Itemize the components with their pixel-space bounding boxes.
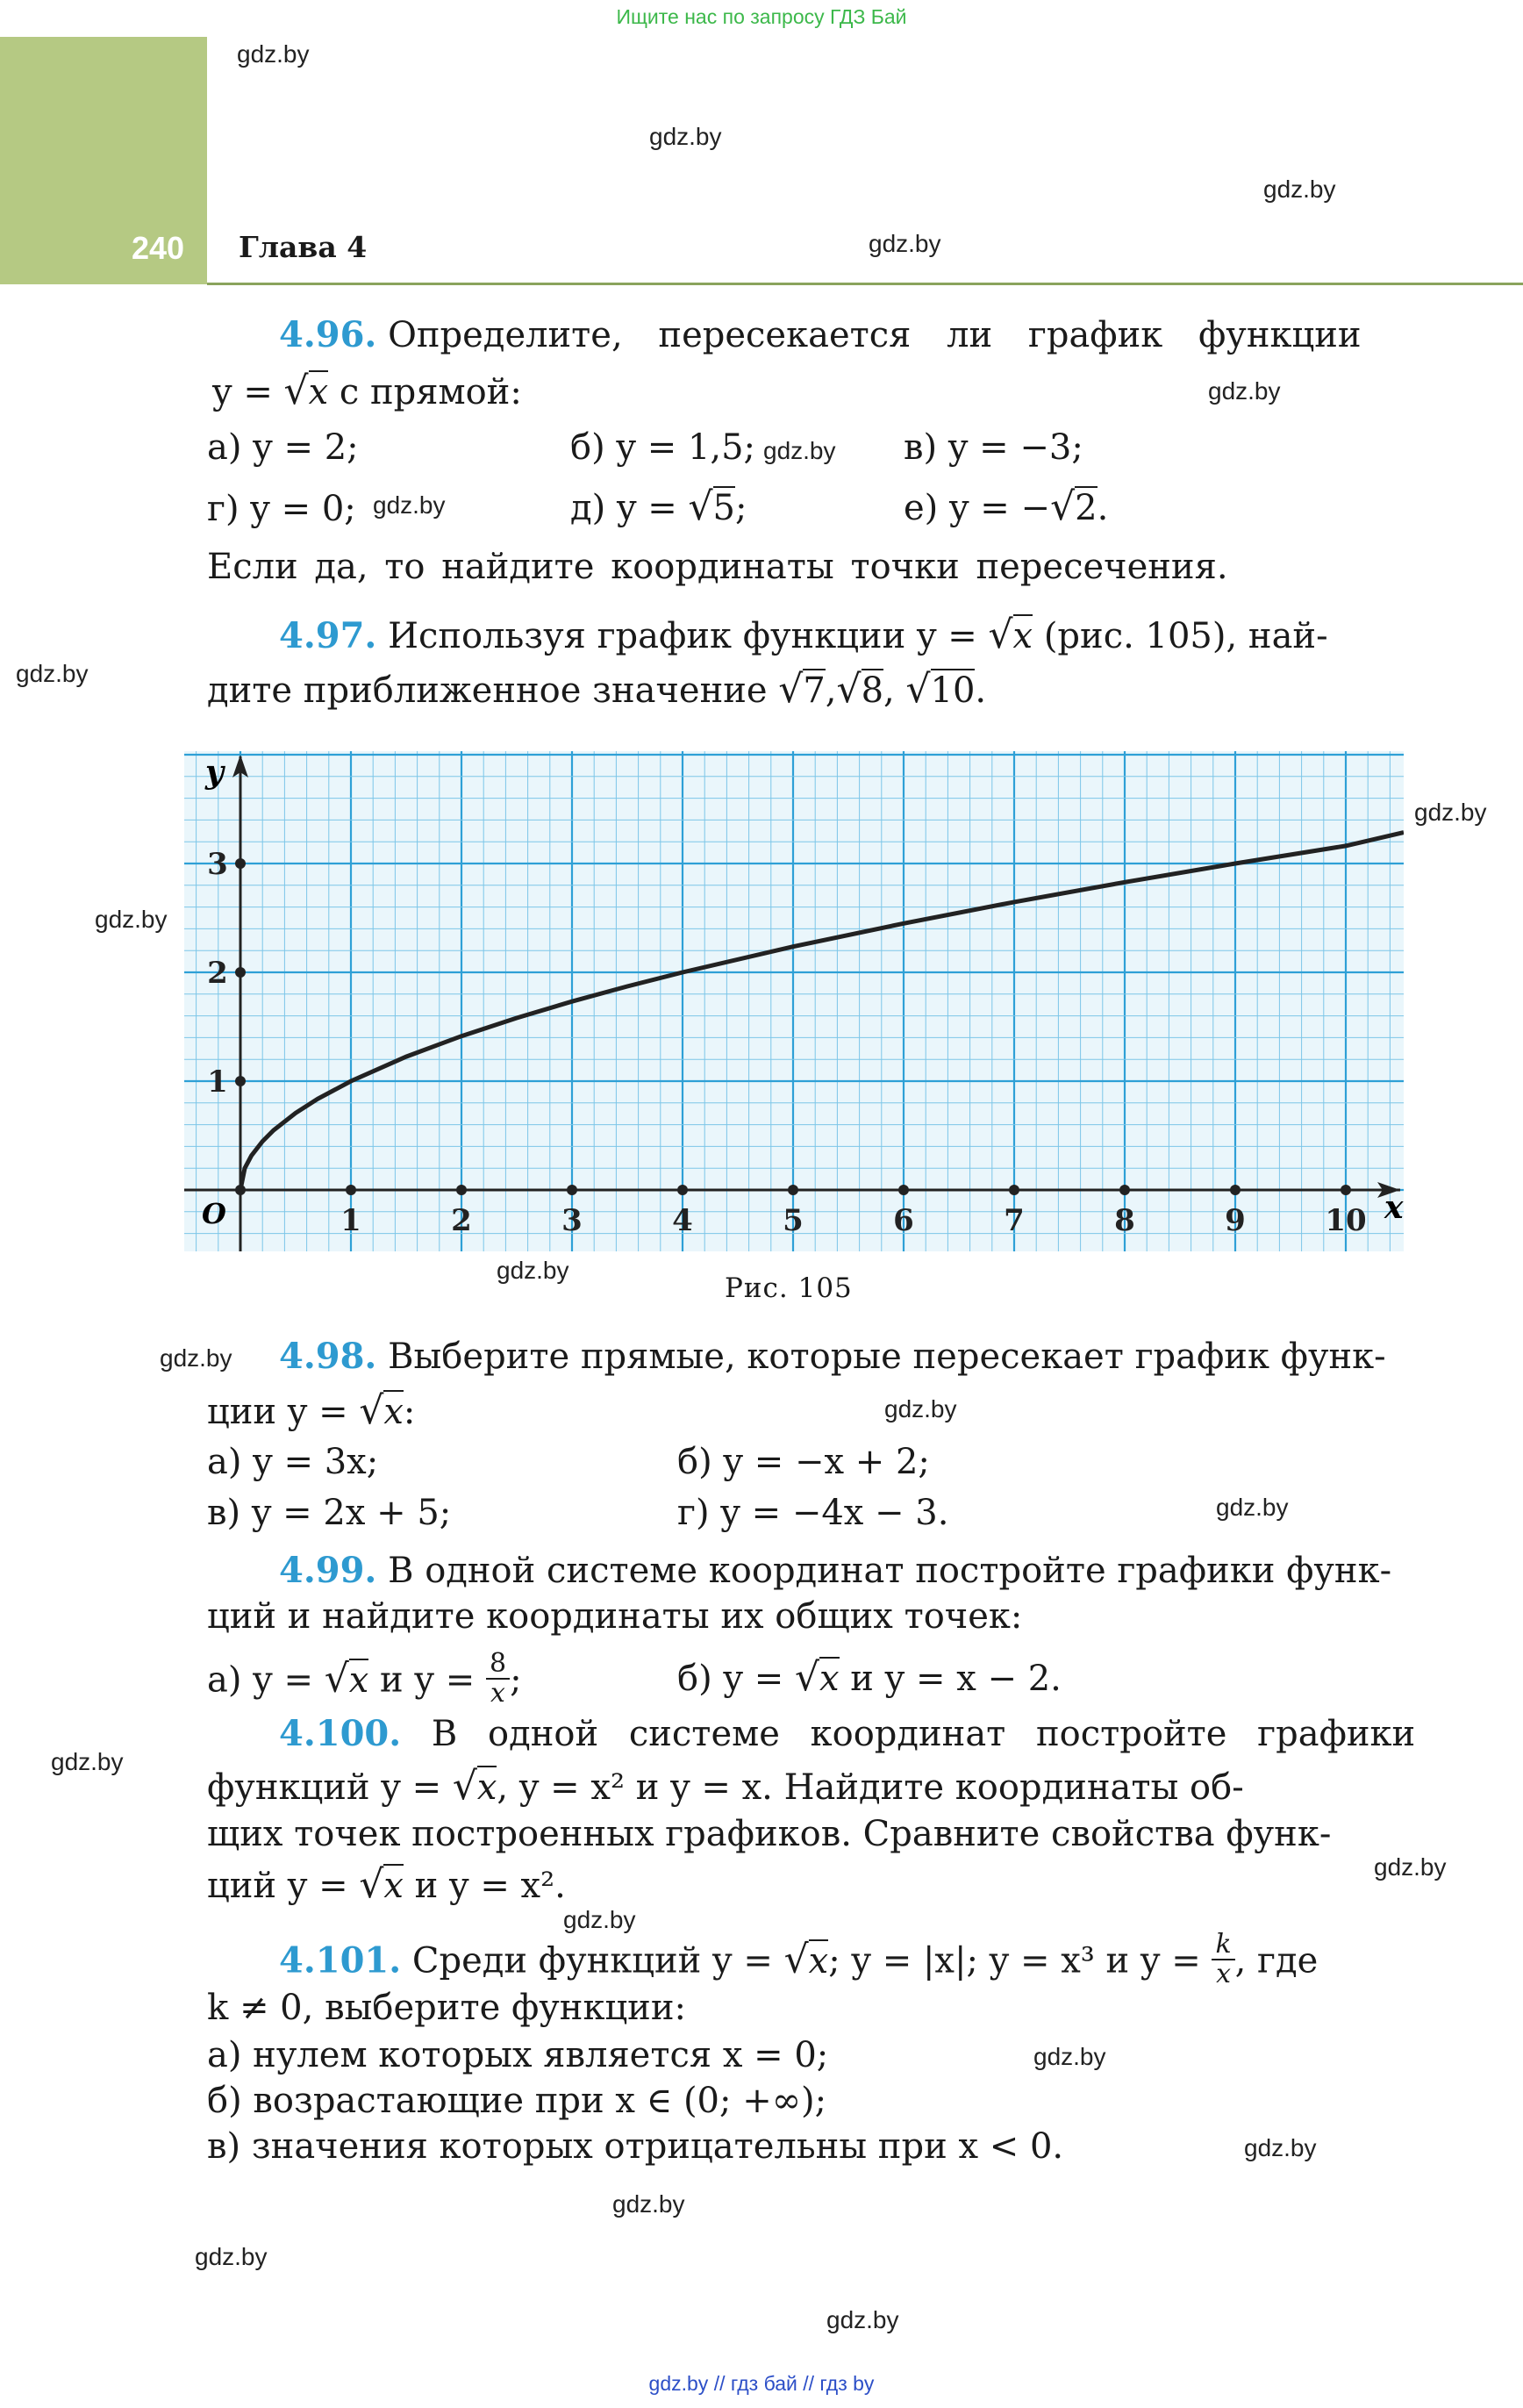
watermark: gdz.by xyxy=(612,2190,685,2218)
formula-text: : xyxy=(403,1392,416,1432)
radicand: x xyxy=(383,1866,404,1906)
problem-4-96-last: Если да, то найдите координаты точки пересечения. xyxy=(207,547,1228,587)
watermark: gdz.by xyxy=(869,230,941,257)
problem-number: 4.100. xyxy=(279,1713,402,1754)
formula-text: y = xyxy=(212,372,284,412)
radicand: 2 xyxy=(1075,488,1098,528)
watermark: gdz.by xyxy=(884,1395,957,1423)
x-tick-label: 9 xyxy=(1225,1203,1246,1238)
watermark: gdz.by xyxy=(373,491,446,519)
problem-number: 4.99. xyxy=(279,1550,377,1591)
formula-text: б) y = xyxy=(677,1659,795,1699)
problem-4-97-line1: 4.97. Используя график функции y = √x (рис. 105), най- xyxy=(279,613,1328,657)
fraction-denominator: x xyxy=(490,1677,505,1709)
x-tick-dot xyxy=(1230,1185,1241,1195)
x-tick-label: 4 xyxy=(672,1203,693,1238)
problem-text: Среди функций y = xyxy=(411,1940,784,1982)
option-d: д) y = √5; xyxy=(570,484,747,529)
watermark: gdz.by xyxy=(1263,176,1336,203)
formula-text: д) y = xyxy=(570,488,689,528)
problem-text: ций y = xyxy=(207,1866,360,1906)
formula-text: и y = x − 2. xyxy=(839,1659,1062,1699)
problem-text: , y = x² и y = x. Найдите координаты об- xyxy=(497,1767,1244,1808)
watermark: gdz.by xyxy=(1208,377,1281,405)
radicand: x xyxy=(819,1659,840,1699)
problem-number: 4.101. xyxy=(279,1939,402,1982)
x-tick-dot xyxy=(567,1185,577,1195)
problem-number: 4.96. xyxy=(279,314,377,355)
x-tick-dot xyxy=(1009,1185,1019,1195)
origin-dot xyxy=(235,1185,246,1195)
x-tick-dot xyxy=(1341,1185,1351,1195)
problem-4-100-line1 xyxy=(279,1713,1416,1754)
watermark: gdz.by xyxy=(826,2306,899,2333)
x-tick-label: 7 xyxy=(1004,1203,1025,1238)
radicand: x xyxy=(476,1767,497,1808)
problem-text: функций y = xyxy=(207,1767,453,1808)
x-tick-label: 10 xyxy=(1325,1203,1367,1238)
radicand: x xyxy=(348,1659,369,1701)
watermark: gdz.by xyxy=(237,40,310,68)
problem-4-96-line1 xyxy=(279,314,1362,355)
radicand: x xyxy=(808,1940,829,1982)
watermark: gdz.by xyxy=(1374,1853,1447,1881)
x-tick-label: 1 xyxy=(340,1203,361,1238)
radicand: x xyxy=(1012,616,1033,656)
option-b: б) y = −x + 2; xyxy=(677,1442,930,1482)
y-tick-label: 2 xyxy=(207,956,228,991)
problem-4-99-line2: ций и найдите координаты их общих точек: xyxy=(207,1596,1023,1637)
problem-text: В одной системе координат постройте графики функ- xyxy=(388,1551,1392,1591)
x-axis-label: x xyxy=(1384,1189,1404,1226)
option-a: а) y = 2; xyxy=(207,427,359,468)
x-tick-label: 5 xyxy=(783,1203,804,1238)
x-tick-label: 6 xyxy=(893,1203,914,1238)
formula-text: . xyxy=(975,670,987,711)
fraction xyxy=(1212,1931,1234,1988)
watermark: gdz.by xyxy=(95,906,168,933)
watermark: gdz.by xyxy=(160,1344,232,1372)
x-tick-dot xyxy=(346,1185,356,1195)
y-tick-label: 3 xyxy=(207,847,228,882)
radicand: x xyxy=(308,372,329,412)
option-e: е) y = −√2. xyxy=(904,484,1109,529)
x-tick-label: 8 xyxy=(1114,1203,1135,1238)
formula-text: и y = xyxy=(368,1659,486,1701)
y-axis-label: y xyxy=(205,754,224,791)
radicand: 8 xyxy=(861,670,884,711)
x-tick-dot xyxy=(788,1185,798,1195)
header-rule xyxy=(207,283,1523,285)
watermark: gdz.by xyxy=(563,1906,636,1933)
x-tick-dot xyxy=(1119,1185,1130,1195)
y-tick-dot xyxy=(235,1076,246,1086)
option-b: б) возрастающие при x ∈ (0; +∞); xyxy=(207,2081,827,2121)
radicand: x xyxy=(383,1392,404,1432)
figure-caption: Рис. 105 xyxy=(725,1272,853,1304)
problem-4-97-line2: дите приближенное значение √7,√8, √10. xyxy=(207,667,987,712)
problem-text: Выберите прямые, которые пересекает график функ- xyxy=(388,1337,1386,1377)
watermark: gdz.by xyxy=(763,437,836,464)
fraction xyxy=(486,1650,510,1707)
watermark: gdz.by xyxy=(51,1748,124,1775)
problem-text: дите приближенное значение xyxy=(207,670,779,711)
option-a: а) y = 3x; xyxy=(207,1442,379,1482)
origin-label: O xyxy=(202,1197,226,1230)
chapter-title: Глава 4 xyxy=(239,230,368,264)
problem-4-98-line2: ции y = √x: xyxy=(207,1388,416,1433)
problem-4-100-line2: функций y = √x, y = x² и y = x. Найдите координаты об- xyxy=(207,1764,1244,1809)
x-tick-dot xyxy=(677,1185,688,1195)
option-v: в) значения которых отрицательны при x < 0. xyxy=(207,2126,1064,2167)
option-a: а) y = √x и y = $\frac{8}{x}$ ; xyxy=(207,1648,522,1709)
x-tick-dot xyxy=(898,1185,909,1195)
bottom-note: gdz.by // гдз бай // гдз by xyxy=(648,2372,875,2395)
radicand: 10 xyxy=(930,670,976,711)
problem-text: В одной системе координат постройте графики xyxy=(431,1714,1416,1754)
sqrt-chart xyxy=(184,751,1404,1251)
option-v: в) y = 2x + 5; xyxy=(207,1493,452,1533)
formula-text: ; xyxy=(735,488,747,528)
formula-text: , xyxy=(883,670,895,711)
problem-text: ции y = xyxy=(207,1392,360,1432)
problem-4-100-line4: ций y = √x и y = x². xyxy=(207,1862,566,1907)
x-tick-dot xyxy=(456,1185,467,1195)
y-tick-label: 1 xyxy=(207,1064,228,1100)
watermark: gdz.by xyxy=(16,660,89,687)
problem-text: , где xyxy=(1234,1940,1319,1982)
problem-number: 4.97. xyxy=(279,615,377,656)
x-tick-label: 3 xyxy=(561,1203,583,1238)
problem-4-100-line3: щих точек построенных графиков. Сравните свойства функ- xyxy=(207,1814,1332,1854)
option-g: г) y = 0; xyxy=(207,489,356,529)
watermark: gdz.by xyxy=(649,123,722,150)
fraction-numerator: 8 xyxy=(486,1650,510,1680)
formula-text: ; y = |x|; y = x³ и y = xyxy=(828,1940,1212,1982)
problem-text: с прямой: xyxy=(328,372,522,412)
problem-4-96-line2: y = √x с прямой: xyxy=(212,369,522,413)
formula-text: а) y = xyxy=(207,1659,325,1701)
watermark: gdz.by xyxy=(195,2243,268,2270)
watermark: gdz.by xyxy=(1033,2043,1106,2070)
problem-4-98-line1 xyxy=(279,1336,1386,1377)
radicand: 7 xyxy=(803,670,826,711)
option-b: б) y = 1,5; xyxy=(570,427,756,468)
watermark: gdz.by xyxy=(1414,799,1487,826)
top-note: Ищите нас по запросу ГДЗ Бай xyxy=(616,5,907,28)
watermark: gdz.by xyxy=(1216,1494,1289,1521)
option-g: г) y = −4x − 3. xyxy=(677,1493,949,1533)
problem-text: Используя график функции y = xyxy=(388,616,989,656)
problem-text: Определите, пересекается ли график функции xyxy=(388,315,1362,355)
problem-4-101-line1: 4.101. Среди функций y = √x; y = |x|; y = x³ и y = $\frac{k}{x}$ , где xyxy=(279,1929,1319,1989)
formula-text: ; xyxy=(510,1659,522,1701)
formula-text: е) y = − xyxy=(904,488,1051,528)
x-tick-label: 2 xyxy=(451,1203,472,1238)
fraction-numerator: k xyxy=(1212,1931,1234,1960)
option-b: б) y = √x и y = x − 2. xyxy=(677,1655,1062,1700)
problem-text: и y = x². xyxy=(403,1866,566,1906)
watermark: gdz.by xyxy=(497,1257,569,1284)
problem-text: (рис. 105), най- xyxy=(1033,616,1328,656)
problem-number: 4.98. xyxy=(279,1336,377,1377)
y-tick-dot xyxy=(235,858,246,869)
formula-text: , xyxy=(825,670,837,711)
problem-4-101-line2: k ≠ 0, выберите функции: xyxy=(207,1988,686,2028)
watermark: gdz.by xyxy=(1244,2134,1317,2161)
problem-4-99-line1 xyxy=(279,1550,1392,1591)
radicand: 5 xyxy=(712,488,735,528)
chart-grid xyxy=(184,751,1404,1251)
page-number: 240 xyxy=(132,230,185,266)
option-a: а) нулем которых является x = 0; xyxy=(207,2035,829,2075)
y-tick-dot xyxy=(235,967,246,978)
formula-text: . xyxy=(1097,488,1109,528)
fraction-denominator: x xyxy=(1216,1958,1231,1989)
option-v: в) y = −3; xyxy=(904,427,1083,468)
